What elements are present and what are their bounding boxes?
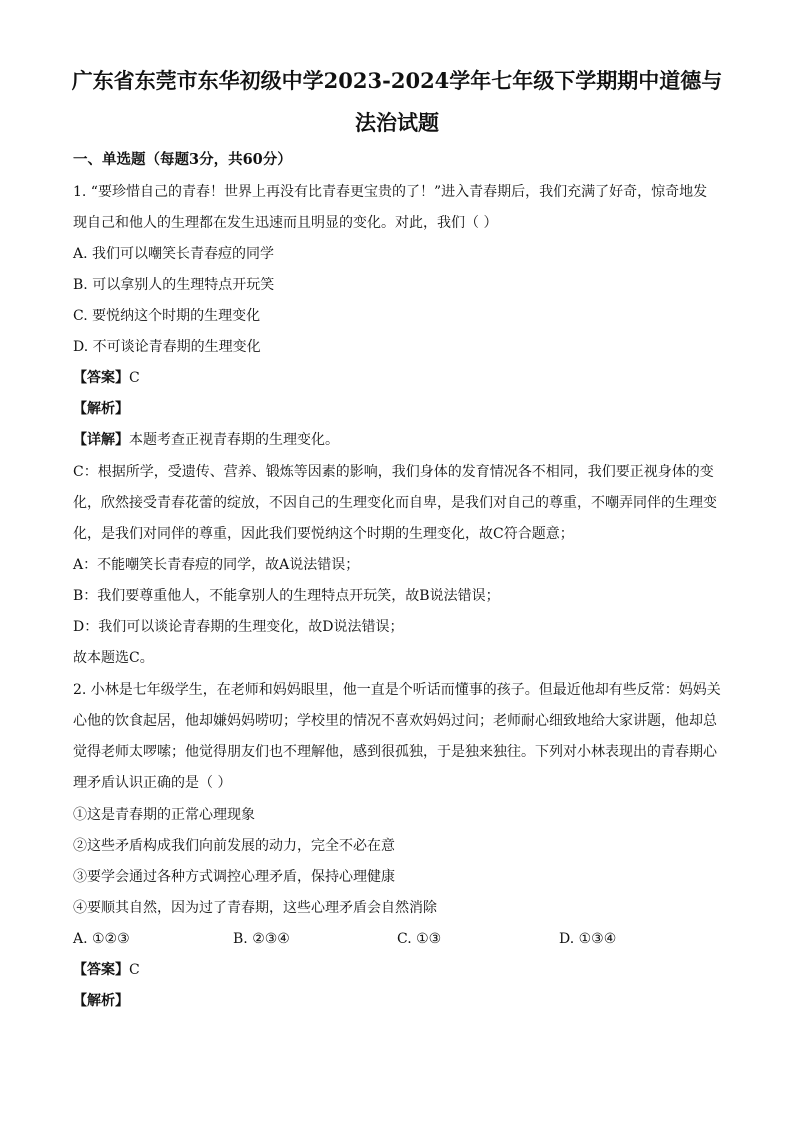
question-2-item-2: ②这些矛盾构成我们向前发展的动力，完全不必在意 [73,838,395,854]
detail-text: 本题考查正视青春期的生理变化。 [129,432,339,448]
question-1-explain-line-3: 化，是我们对同伴的尊重，因此我们要悦纳这个时期的生理变化，故C符合题意； [73,526,574,542]
document-title-line-2: 法治试题 [355,110,439,135]
question-1-explain-line-2: 化，欣然接受青春花蕾的绽放，不因自己的生理变化而自卑，是我们对自己的尊重，不嘲弄同伴的生理变 [73,495,717,511]
answer-label: 【答案】 [73,370,129,386]
question-1-option-c: C. 要悦纳这个时期的生理变化 [73,308,261,324]
question-2-item-4: ④要顺其自然，因为过了青春期，这些心理矛盾会自然消除 [73,900,437,916]
question-2-item-1: ①这是青春期的正常心理现象 [73,807,255,823]
question-2-option-c: C. ①③ [397,931,442,947]
question-1-explain-line-7: 故本题选C。 [73,650,154,666]
answer-label: 【答案】 [73,962,129,978]
question-1-explain-line-5: B：我们要尊重他人，不能拿别人的生理特点开玩笑，故B说法错误； [73,588,500,604]
question-1-analysis-label: 【解析】 [73,401,129,417]
question-2-answer [73,960,723,980]
question-1-stem-line-1: 1. “要珍惜自己的青春！世界上再没有比青春更宝贵的了！”进入青春期后，我们充满了好奇，惊奇地发 [73,184,708,200]
section-heading-single-choice: 一、单选题（每题3分，共60分） [73,151,292,168]
question-2-stem-line-3: 觉得老师太啰嗦；他觉得朋友们也不理解他，感到很孤独，于是独来独往。下列对小林表现出的青春期心 [73,744,717,760]
question-1-answer [73,368,723,388]
answer-value: C [129,962,140,978]
question-2-option-b: B. ②③④ [233,931,290,947]
question-1-option-d: D. 不可谈论青春期的生理变化 [73,339,261,355]
question-2-option-a: A. ①②③ [73,931,130,947]
detail-label: 【详解】 [73,432,129,448]
question-2-option-d: D. ①③④ [559,931,617,947]
question-1-explain-line-1: C：根据所学，受遗传、营养、锻炼等因素的影响，我们身体的发育情况各不相同，我们要正视身体的变 [73,464,714,480]
question-2-stem-line-2: 心他的饮食起居，他却嫌妈妈唠叨；学校里的情况不喜欢妈妈过问；老师耐心细致地给大家讲题，他却总 [73,713,717,729]
question-1-explain-line-4: A：不能嘲笑长青春痘的同学，故A说法错误； [73,557,360,573]
document-title-line-1: 广东省东莞市东华初级中学2023-2024学年七年级下学期期中道德与 [71,68,723,93]
question-1-explain-line-6: D：我们可以谈论青春期的生理变化，故D说法错误； [73,619,404,635]
question-1-detail [73,430,723,450]
question-1-option-a: A. 我们可以嘲笑长青春痘的同学 [73,246,275,262]
question-2-stem-line-1: 2. 小林是七年级学生，在老师和妈妈眼里，他一直是个听话而懂事的孩子。但最近他却有些反常：妈妈关 [73,682,721,698]
question-1-option-b: B. 可以拿别人的生理特点开玩笑 [73,277,275,293]
question-2-analysis-label: 【解析】 [73,993,129,1009]
question-1-stem-line-2: 现自己和他人的生理都在发生迅速而且明显的变化。对此，我们（ ） [73,215,498,231]
question-2-stem-line-4: 理矛盾认识正确的是（ ） [73,775,232,791]
question-2-item-3: ③要学会通过各种方式调控心理矛盾，保持心理健康 [73,869,395,885]
answer-value: C [129,370,140,386]
